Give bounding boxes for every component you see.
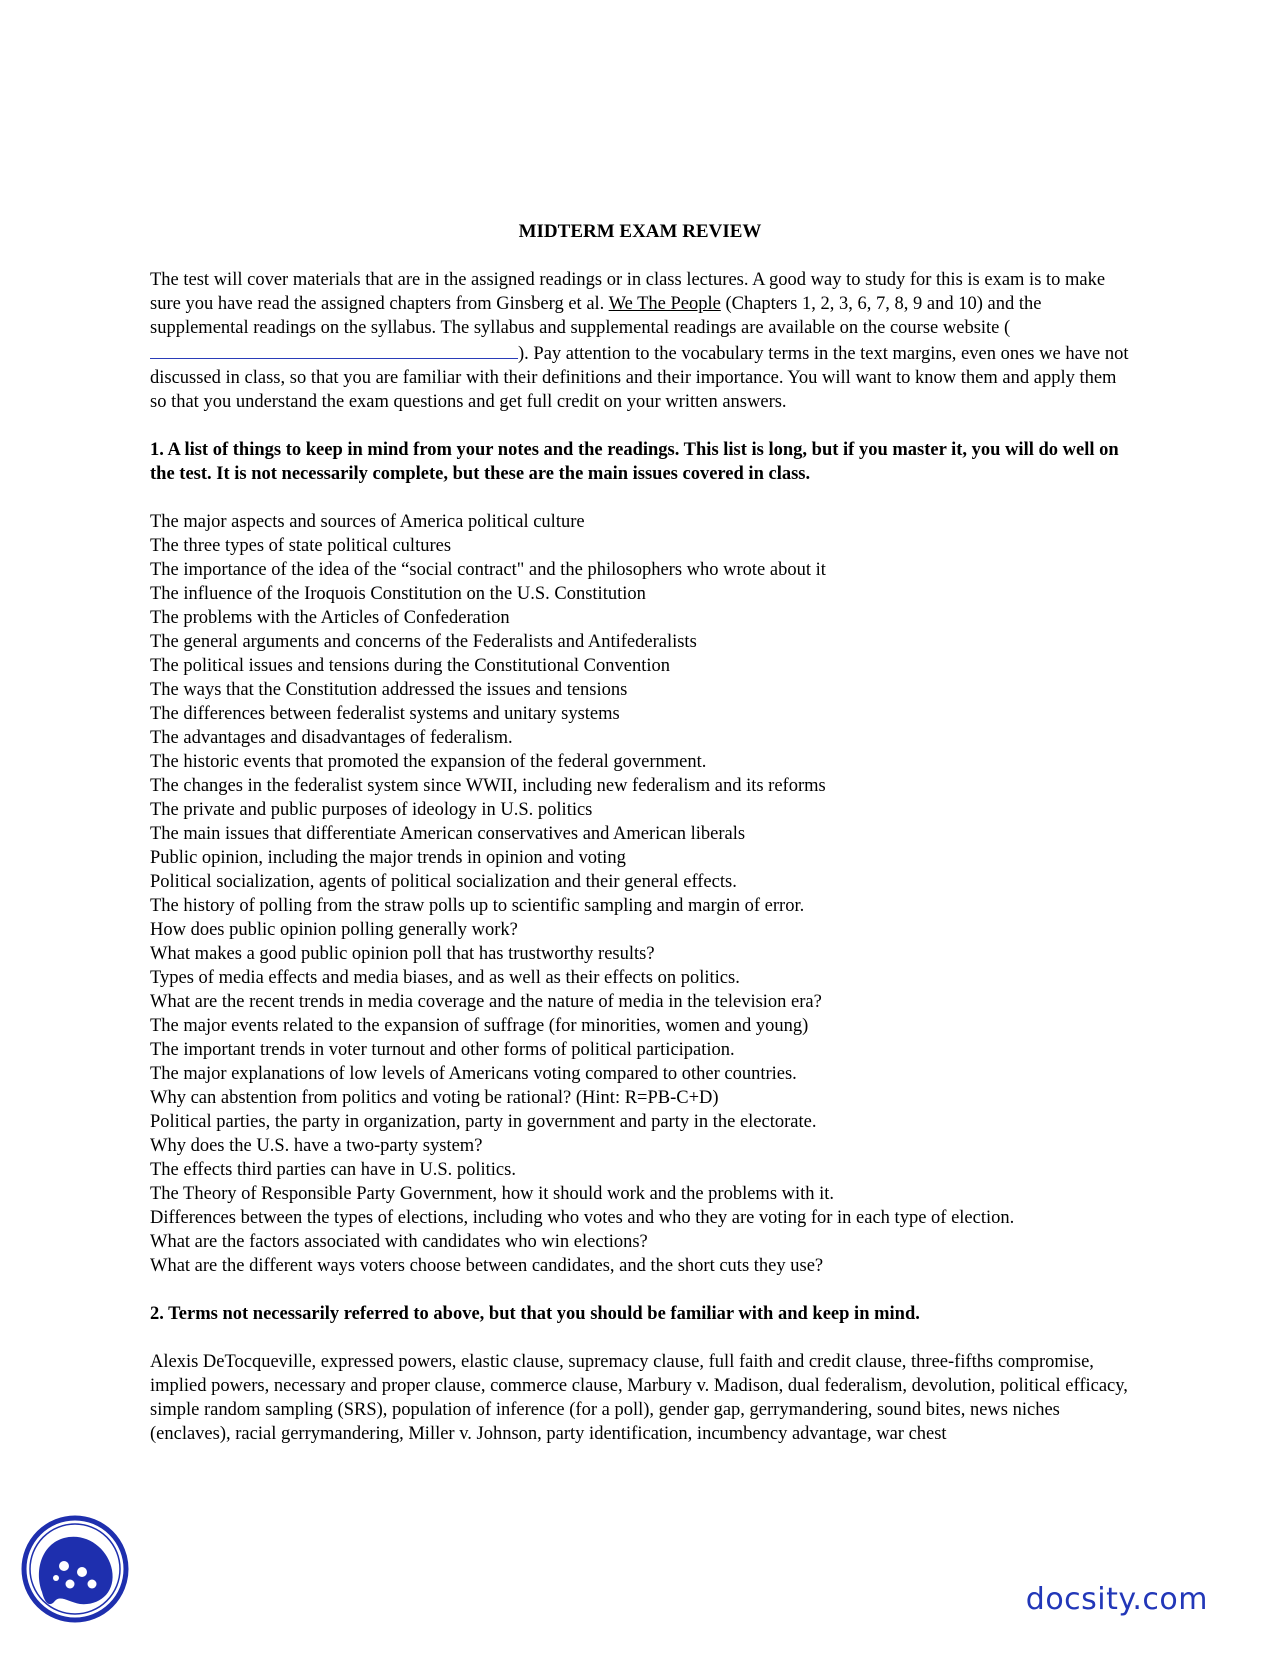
list-item: What are the factors associated with candidates who win elections?	[150, 1232, 648, 1252]
list-item: Why does the U.S. have a two-party system?	[150, 1136, 483, 1156]
document-page	[150, 220, 1130, 1446]
intro-paragraph	[150, 268, 1130, 414]
intro-text-1: The test will cover materials that are in the assigned readings or in class lectures. A good way to study for this is exam is to make sure you have read the assigned chapters from Ginsberg et al.	[150, 270, 1106, 314]
intro-text-3: ). Pay attention to the vocabulary terms in the text margins, even ones we have not discussed in class, so that you are familiar with their definitions and their importance. You will want to know them and apply them so that you understand the exam questions and get full credit on your written answers.	[150, 344, 1129, 412]
list-item: The private and public purposes of ideology in U.S. politics	[150, 800, 593, 820]
docsity-brand-text[interactable]: docsity.com	[1025, 1582, 1208, 1617]
page-title: MIDTERM EXAM REVIEW	[518, 221, 762, 242]
list-item: How does public opinion polling generally work?	[150, 920, 518, 940]
list-item: Why can abstention from politics and voting be rational? (Hint: R=PB-C+D)	[150, 1088, 719, 1108]
list-item: The importance of the idea of the “social contract" and the philosophers who wrote about it	[150, 560, 826, 580]
list-item: What are the different ways voters choose between candidates, and the short cuts they use?	[150, 1256, 824, 1276]
list-item: The influence of the Iroquois Constitution on the U.S. Constitution	[150, 584, 646, 604]
list-item: What are the recent trends in media coverage and the nature of media in the television era?	[150, 992, 822, 1012]
list-item: The major aspects and sources of America political culture	[150, 512, 585, 532]
list-item: Differences between the types of elections, including who votes and who they are voting for in each type of election.	[150, 1208, 1015, 1228]
terms-paragraph: Alexis DeTocqueville, expressed powers, elastic clause, supremacy clause, full faith and credit clause, three-fifths compromise, implied powers, necessary and proper clause, commerce clause, Marbury v. Madison, dual federalism, devolution, political efficacy, simple random sampling (SRS), population of inference (for a poll), gender gap, gerrymandering, sound bites, news niches (enclaves), racial gerrymandering, Miller v. Johnson, party identification, incumbency advantage, war chest	[150, 1352, 1128, 1444]
list-item: Types of media effects and media biases, and as well as their effects on politics.	[150, 968, 740, 988]
list-item: The differences between federalist systems and unitary systems	[150, 704, 620, 724]
list-item: The historic events that promoted the expansion of the federal government.	[150, 752, 707, 772]
list-item: The general arguments and concerns of the Federalists and Antifederalists	[150, 632, 697, 652]
list-item: The history of polling from the straw polls up to scientific sampling and margin of error.	[150, 896, 805, 916]
list-item: The important trends in voter turnout and other forms of political participation.	[150, 1040, 735, 1060]
list-item: The advantages and disadvantages of federalism.	[150, 728, 513, 748]
list-item: What makes a good public opinion poll that has trustworthy results?	[150, 944, 655, 964]
topic-list	[150, 510, 1130, 1278]
list-item: The ways that the Constitution addressed the issues and tensions	[150, 680, 628, 700]
course-website-link[interactable]	[150, 340, 518, 359]
section-1-heading: 1. A list of things to keep in mind from your notes and the readings. This list is long, but if you master it, you will do well on the test. It is not necessarily complete, but these are the main issues covered in class.	[150, 440, 1119, 484]
section-2-heading: 2. Terms not necessarily referred to above, but that you should be familiar with and keep in mind.	[150, 1304, 920, 1324]
list-item: Political parties, the party in organization, party in government and party in the electorate.	[150, 1112, 817, 1132]
list-item: The changes in the federalist system since WWII, including new federalism and its reforms	[150, 776, 826, 796]
book-title: We The People	[608, 294, 721, 314]
list-item: The major explanations of low levels of Americans voting compared to other countries.	[150, 1064, 797, 1084]
docsity-logo-svg	[20, 1514, 130, 1624]
list-item: Political socialization, agents of political socialization and their general effects.	[150, 872, 737, 892]
intro-text-2: (Chapters 1, 2, 3, 6, 7, 8, 9 and 10) and the supplemental readings on the syllabus. The syllabus and supplemental readings are available on the course website (	[150, 294, 1042, 338]
docsity-logo-icon[interactable]	[20, 1514, 130, 1624]
list-item: The main issues that differentiate American conservatives and American liberals	[150, 824, 746, 844]
list-item: The Theory of Responsible Party Government, how it should work and the problems with it.	[150, 1184, 835, 1204]
list-item: The effects third parties can have in U.S. politics.	[150, 1160, 516, 1180]
list-item: The political issues and tensions during the Constitutional Convention	[150, 656, 671, 676]
list-item: The three types of state political cultures	[150, 536, 452, 556]
list-item: The problems with the Articles of Confederation	[150, 608, 510, 628]
list-item: The major events related to the expansion of suffrage (for minorities, women and young)	[150, 1016, 809, 1036]
list-item: Public opinion, including the major trends in opinion and voting	[150, 848, 626, 868]
